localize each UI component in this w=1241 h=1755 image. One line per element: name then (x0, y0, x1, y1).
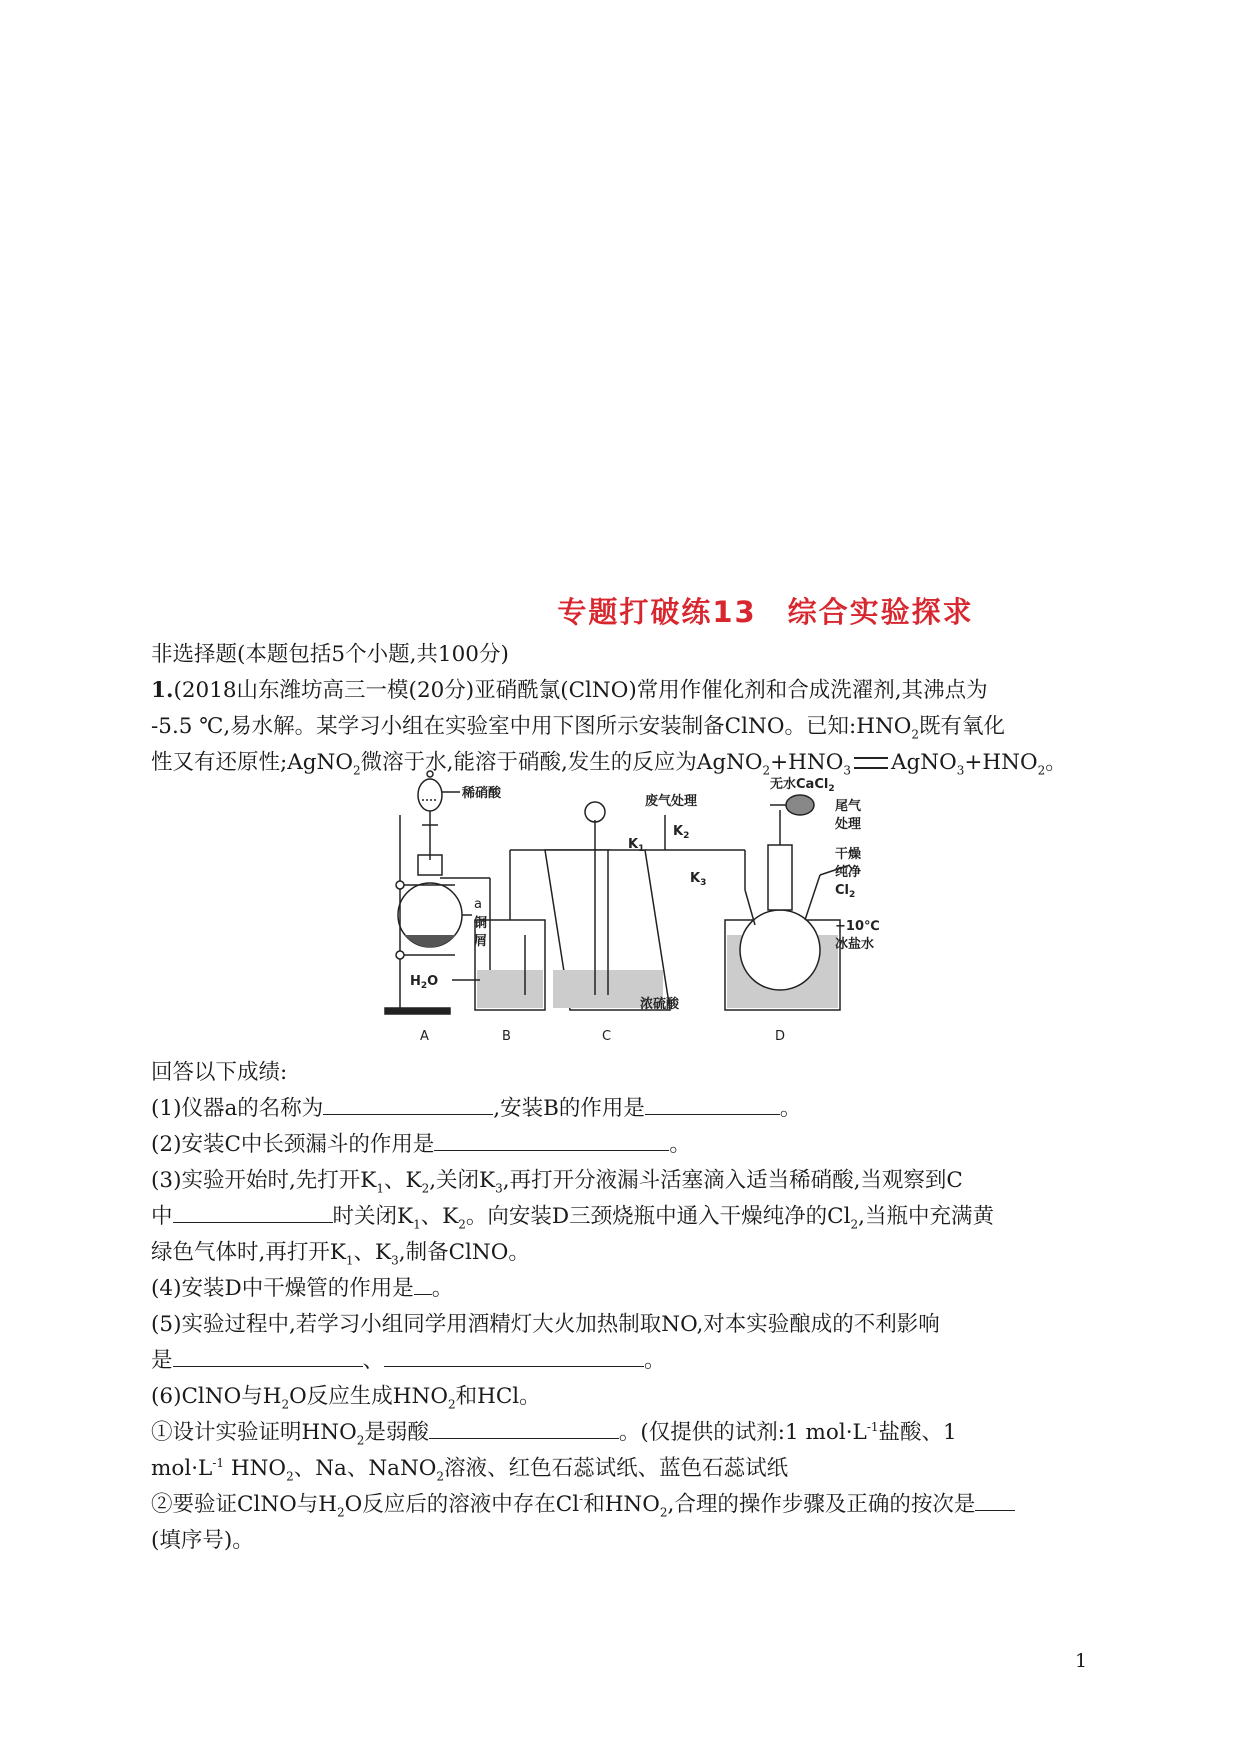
q1-text: +HNO (770, 750, 844, 775)
p3-text: ,当瓶中充满黄 (858, 1204, 994, 1229)
separatory-funnel (418, 771, 442, 860)
question-1-line-1 (151, 676, 1091, 706)
q1-text: AgNO (891, 750, 957, 775)
p6-1-text: 。(仅提供的试剂:1 mol·L (618, 1420, 867, 1445)
equals-sign (854, 757, 888, 769)
p6-1-text: 是弱酸 (364, 1420, 429, 1445)
q1-text: 性又有还原性;AgNO (151, 750, 353, 775)
section-header: 非选择题(本题包括5个小题,共100分) (151, 642, 509, 667)
p6-1-text: mol·L (151, 1456, 213, 1481)
answer-blank[interactable] (173, 1202, 333, 1223)
p6-text: 和HCl。 (455, 1384, 541, 1409)
part-6-2-line-1: ②要验证ClNO与$H_2O$反应后的溶液中存在Cl-和$HNO_2$,合理的操作步骤及正确的按次是 (151, 1490, 1091, 1520)
label-anhydrous-cacl2: 无水CaCl$_2$ (770, 777, 835, 794)
p6-2-text: O反应后的溶液中存在Cl (344, 1492, 580, 1517)
p4-text: (4)安装D中干燥管的作用是 (151, 1276, 414, 1301)
label-treatment: 处理 (835, 817, 862, 832)
part-3-line-3: 绿色气体时,再打开$K_1$、$K_3$,制备ClNO。 (151, 1240, 530, 1268)
part-6: (6)ClNO与$H_2O$反应生成$HNO_2$和HCl。 (151, 1384, 541, 1412)
p3-text: 、K (384, 1168, 422, 1193)
p3-text: 中 (151, 1204, 173, 1229)
answer-blank[interactable] (434, 1130, 669, 1151)
p2-text: (2)安装C中长颈漏斗的作用是 (151, 1132, 435, 1157)
answer-intro: 回答以下成绩: (151, 1060, 288, 1085)
p6-1-text: 、NaNO (346, 1456, 437, 1481)
p5-text: 、 (362, 1348, 385, 1373)
p6-2-text: ,合理的操作步骤及正确的按次是 (667, 1492, 976, 1517)
page-number: 1 (1075, 1650, 1088, 1672)
answer-blank[interactable] (173, 1346, 363, 1367)
p4-text: 。 (431, 1276, 454, 1301)
answer-blank[interactable] (323, 1094, 493, 1115)
p3-text: ,关闭K (429, 1168, 496, 1193)
p6-2-text: 和HNO (583, 1492, 660, 1517)
label-pure: 纯净 (835, 865, 862, 880)
label-dry: 干燥 (835, 847, 862, 862)
label-copper-1: 铜 (474, 916, 488, 931)
apparatus-diagram (380, 770, 880, 1050)
answer-blank[interactable] (429, 1418, 619, 1439)
p3-text: 、K (420, 1204, 459, 1229)
p2-text: 。 (669, 1132, 691, 1157)
p6-1-text: 溶液、红色石蕊试纸、蓝色石蕊试纸 (444, 1456, 789, 1481)
p6-1-text: 、Na (293, 1456, 347, 1481)
label-D: D (775, 1029, 786, 1044)
label-conc-sulfuric: 浓硫酸 (640, 997, 680, 1012)
part-6-1-line-1: ①设计实验证明$HNO_2$是弱酸 。(仅提供的试剂:1 $mol\cdot L^{-1}$盐酸、1 (151, 1419, 957, 1448)
label-k2: $K_2$ (673, 824, 690, 841)
label-temperature: −10℃ (835, 919, 880, 934)
answer-blank[interactable] (975, 1490, 1015, 1511)
label-copper-2: 屑 (474, 934, 488, 949)
page-title: 专题打破练13 综合实验探求 (557, 595, 974, 629)
p6-text: O反应生成HNO (289, 1384, 448, 1409)
part-1 (151, 1094, 1091, 1124)
part-3-line-2: 中 时关闭$K_1$、$K_2$。向安装D三颈烧瓶中通入干燥纯净的$Cl_2$,当瓶中充满黄 (151, 1204, 994, 1232)
p6-1-text: HNO (224, 1456, 287, 1481)
answer-blank[interactable] (414, 1274, 432, 1295)
q1-text: 微溶于水,能溶于硝酸,发生的反应为AgNO (360, 750, 763, 775)
label-C: C (602, 1029, 612, 1044)
p3-text: 。向安装D三颈烧瓶中通入干燥纯净的Cl (465, 1204, 851, 1229)
q1-text: -5.5 ℃,易水解。某学习小组在实验室中用下图所示安装制备ClNO。已知:HNO (151, 714, 912, 739)
label-h2o: $H_2O$ (410, 974, 439, 991)
label-ice-salt-water: 冰盐水 (835, 937, 875, 952)
part-6-2-line-2: (填序号)。 (151, 1528, 254, 1553)
answer-blank[interactable] (384, 1346, 644, 1367)
p5-text: 是 (151, 1348, 173, 1373)
question-1-line-2: -5.5 ℃,易水解。某学习小组在实验室中用下图所示安装制备ClNO。已知$:HNO_2$既有氧化 (151, 714, 1006, 742)
part-5-line-2 (151, 1346, 1091, 1376)
p6-2-text: ②要验证ClNO与H (151, 1492, 338, 1517)
p3-text: (3)实验开始时,先打开K (151, 1168, 377, 1193)
part-3-line-1: (3)实验开始时,先打开$K_1$、$K_2$,关闭$K_3$,再打开分液漏斗活塞滴入适当稀硝酸,当观察到C (151, 1168, 963, 1196)
p3-text: ,再打开分液漏斗活塞滴入适当稀硝酸,当观察到C (502, 1168, 963, 1193)
question-1-line-3: 性又有还原性;AgNO$_2$微溶于水,能溶于硝酸,发生的反应为$AgNO_2+HNO_3$ $AgNO_3+HNO_2$。 (151, 750, 1067, 778)
q1-text: +HNO (964, 750, 1038, 775)
q1-text: 。 (1045, 750, 1067, 775)
p1-text: 。 (779, 1096, 802, 1121)
q1-text: (2018山东潍坊高三一模(20分)亚硝酰氯(ClNO)常用作催化剂和合成洗濯剂,其沸点为 (173, 678, 988, 703)
q1-text: 既有氧化 (919, 714, 1006, 739)
label-k3: $K_3$ (690, 871, 707, 888)
p1-text: (1)仪器a的名称为 (151, 1096, 324, 1121)
label-a: a (474, 897, 482, 912)
label-cl2: $Cl_2$ (835, 883, 856, 900)
three-neck-flask-d (725, 795, 850, 1010)
label-k1: $K_1$ (628, 837, 645, 854)
p6-1-text: 盐酸、1 (878, 1420, 957, 1445)
p1-text: ,安装B的作用是 (493, 1096, 645, 1121)
p5-text: 。 (644, 1348, 666, 1373)
part-4 (151, 1274, 1091, 1304)
p3-text: 绿色气体时,再打开K (151, 1240, 346, 1265)
part-6-1-line-2: $mol\cdot L^{-1}$ $HNO_2$、Na、NaNO$_2$溶液、红色石蕊试纸、蓝色石蕊试纸 (151, 1455, 789, 1484)
label-A: A (420, 1029, 429, 1044)
label-tail-gas: 尾气 (835, 799, 862, 814)
label-dilute-nitric: 稀硝酸 (462, 786, 502, 801)
p6-1-text: ①设计实验证明HNO (151, 1420, 357, 1445)
label-waste-gas: 废气处理 (645, 794, 698, 809)
p3-text: 、K (353, 1240, 392, 1265)
question-number: 1. (151, 678, 174, 703)
label-B: B (502, 1029, 511, 1044)
part-5-line-1: (5)实验过程中,若学习小组同学用酒精灯大火加热制取NO,对本实验酿成的不利影响 (151, 1312, 940, 1337)
answer-blank[interactable] (645, 1094, 780, 1115)
p3-text: ,制备ClNO。 (398, 1240, 530, 1265)
p6-text: (6)ClNO与H (151, 1384, 282, 1409)
p3-text: 时关闭K (332, 1204, 414, 1229)
part-2 (151, 1130, 1091, 1160)
conical-flask-c (545, 802, 670, 1010)
